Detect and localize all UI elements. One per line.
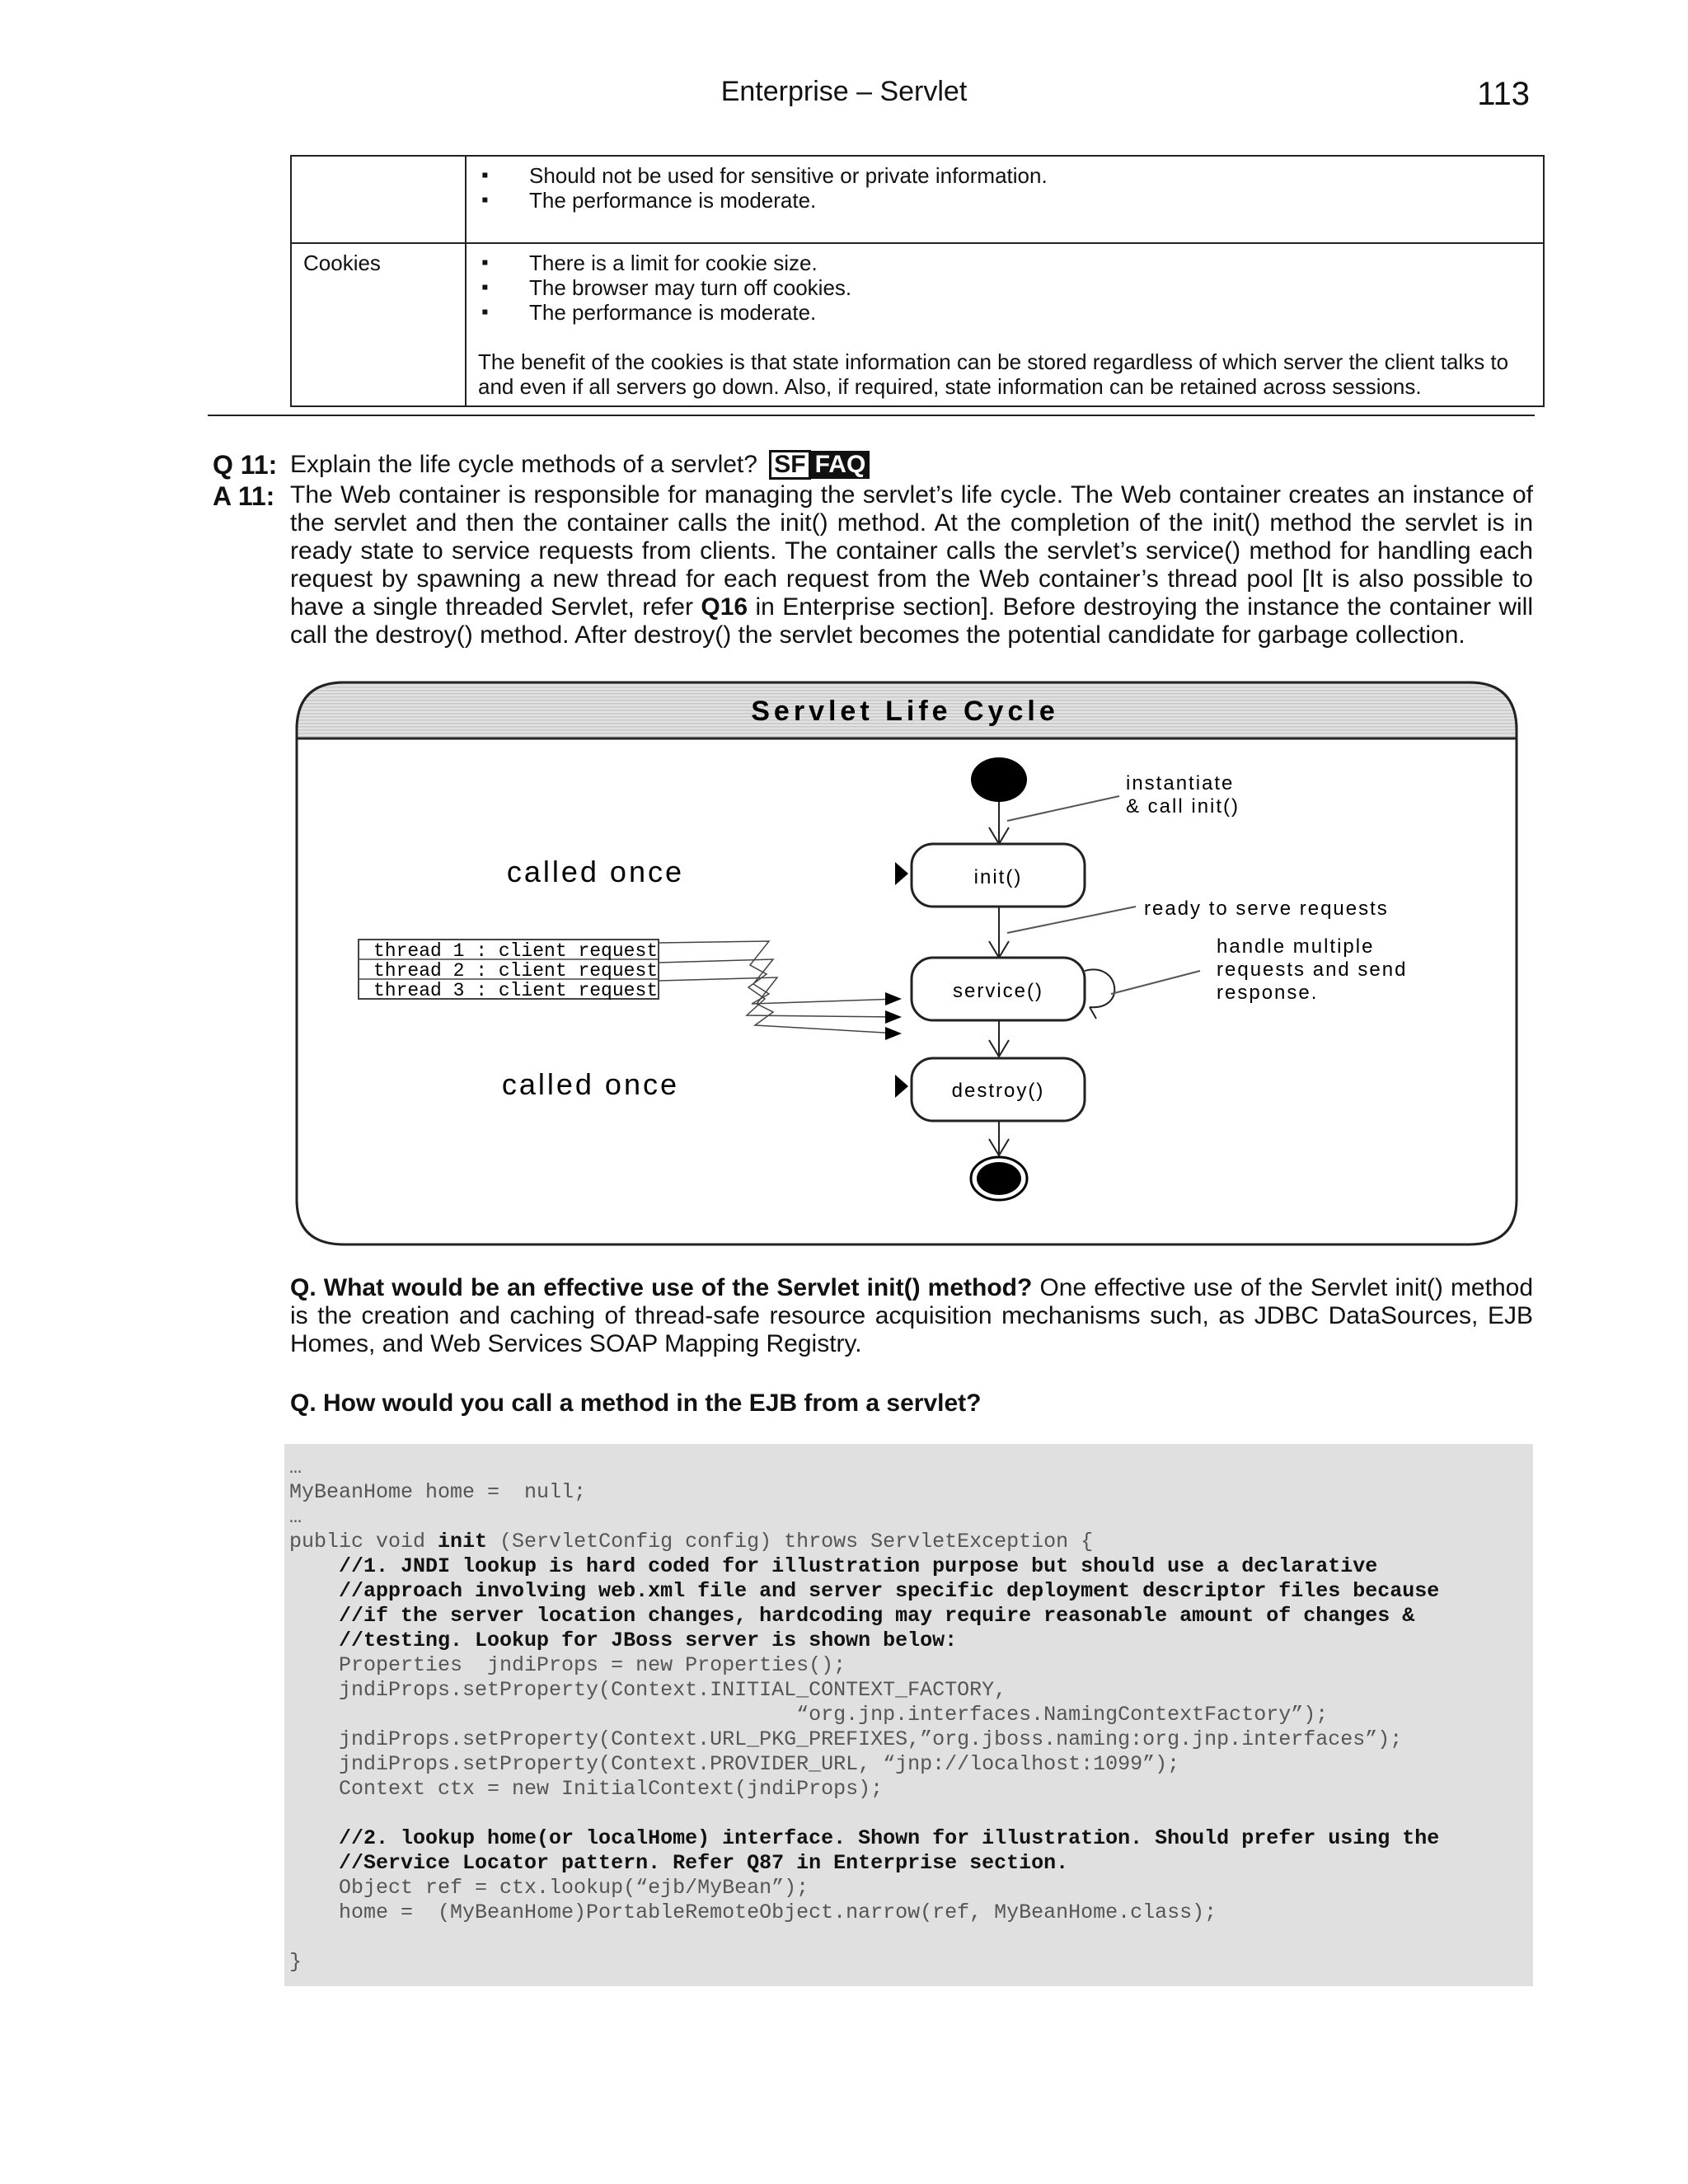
table-cell-label (291, 156, 466, 243)
handle-label: handle multiple (1217, 935, 1375, 958)
answer-label: A 11: (213, 481, 275, 511)
destroy-label: destroy() (951, 1080, 1045, 1102)
table-cell-label: Cookies (291, 243, 466, 406)
service-label: service() (952, 980, 1044, 1002)
code-comment: //2. lookup home(or localHome) interface. Shown for illustration. Should prefer using the (289, 1826, 1440, 1850)
list-item: ▪ Should not be used for sensitive or private information. (478, 163, 1531, 188)
faq-badge: FAQ (811, 451, 870, 479)
code-comment: //1. JNDI lookup is hard coded for illustration purpose but should use a declarative (289, 1554, 1378, 1578)
bullet-list (478, 251, 1531, 325)
code-line: jndiProps.setProperty(Context.URL_PKG_PREFIXES,”org.jboss.naming:org.jnp.interfaces”); (289, 1727, 1403, 1751)
handle-label: requests and send (1217, 958, 1408, 981)
code-line: “org.jnp.interfaces.NamingContextFactory”); (289, 1703, 1329, 1727)
code-listing (284, 1444, 1533, 1986)
answer-text (290, 481, 1533, 649)
instantiate-label: & call init() (1126, 795, 1240, 818)
answer-ref: Q16 (701, 593, 748, 621)
answer-part: The Web container is responsible for managing the servlet’s life cycle. The Web container creates an instance of the servlet and then the container calls the init() method. At the completion of the init() method the servlet is in ready state to service requests from clients. The container calls the servlet’s service() method for handling each request by spawning a new thread for each request from the Web container’s thread pool [It is also possible to have a single threaded Servlet, refer (290, 481, 1533, 621)
init-question-paragraph (290, 1274, 1533, 1358)
table-cell-content (466, 243, 1544, 406)
code-line: MyBeanHome home = null; (289, 1480, 587, 1504)
sf-badge: SF (769, 450, 810, 480)
table-cell-content (466, 156, 1544, 243)
called-once-label: called once (506, 855, 684, 888)
init-label: init() (973, 866, 1023, 888)
comparison-table (290, 155, 1545, 407)
thread-label: thread 2 : client request (373, 960, 659, 982)
section-divider (208, 415, 1535, 416)
question-text (290, 450, 1533, 480)
code-line: Context ctx = new InitialContext(jndiProps); (289, 1777, 884, 1801)
answer-part: in Enterprise section]. Before destroying the instance the container will call the destroy() method. After destroy() the servlet becomes the potential candidate for garbage collection. (290, 593, 1533, 649)
list-item: ▪ The browser may turn off cookies. (478, 275, 1531, 300)
thread-label: thread 3 : client request (373, 980, 659, 1001)
called-once-label: called once (501, 1067, 679, 1101)
code-line: Properties jndiProps = new Properties(); (289, 1653, 846, 1677)
init-question: Q. What would be an effective use of the Servlet init() method? (290, 1274, 1033, 1301)
table-row (291, 156, 1544, 243)
table-row (291, 243, 1544, 406)
servlet-life-cycle-diagram (295, 681, 1518, 1246)
page-number: 113 (1477, 76, 1530, 112)
cookies-note: The benefit of the cookies is that state information can be stored regardless of which server the client talks to and even if all servers go down. Also, if required, state information can be retained across sessions. (478, 349, 1509, 399)
code-line: jndiProps.setProperty(Context.PROVIDER_URL, “jnp://localhost:1099”); (289, 1752, 1180, 1776)
instantiate-label: instantiate (1126, 772, 1235, 794)
start-node (971, 757, 1027, 802)
ejb-question: Q. How would you call a method in the EJB from a servlet? (290, 1390, 982, 1417)
code-comment: //if the server location changes, hardcoding may require reasonable amount of changes & (289, 1604, 1415, 1628)
code-line: jndiProps.setProperty(Context.INITIAL_CONTEXT_FACTORY, (289, 1678, 1007, 1702)
thread-label: thread 1 : client request (373, 940, 659, 962)
code-line: … (289, 1505, 302, 1529)
list-item: ▪ The performance is moderate. (478, 300, 1531, 325)
ready-label: ready to serve requests (1144, 898, 1389, 920)
code-comment: //approach involving web.xml file and server specific deployment descriptor files because (289, 1579, 1440, 1603)
bullet-list (478, 163, 1531, 213)
running-header: Enterprise – Servlet (720, 76, 968, 107)
code-line: public void init (ServletConfig config) throws ServletException { (289, 1530, 1094, 1554)
code-line: } (289, 1950, 302, 1974)
list-item: ▪ There is a limit for cookie size. (478, 251, 1531, 275)
question-label: Q 11: (213, 450, 278, 480)
ejb-question-paragraph (290, 1390, 1533, 1418)
code-comment: //testing. Lookup for JBoss server is shown below: (289, 1629, 958, 1652)
code-line: Object ref = ctx.lookup(“ejb/MyBean”); (289, 1876, 809, 1900)
code-line: home = (MyBeanHome)PortableRemoteObject.narrow(ref, MyBeanHome.class); (289, 1900, 1217, 1924)
code-block (284, 1444, 1533, 1986)
list-item: ▪ The performance is moderate. (478, 188, 1531, 213)
init-answer: One effective use of the Servlet init() method is the creation and caching of thread-safe resource acquisition mechanisms such, as JDBC DataSources, EJB Homes, and Web Services SOAP Mapping Registry. (290, 1274, 1534, 1357)
diagram-title: Servlet Life Cycle (751, 696, 1059, 727)
question-body: Explain the life cycle methods of a servlet? (290, 451, 757, 478)
handle-label: response. (1217, 982, 1319, 1004)
code-comment: //Service Locator pattern. Refer Q87 in Enterprise section. (289, 1851, 1069, 1875)
code-line: … (289, 1455, 302, 1479)
